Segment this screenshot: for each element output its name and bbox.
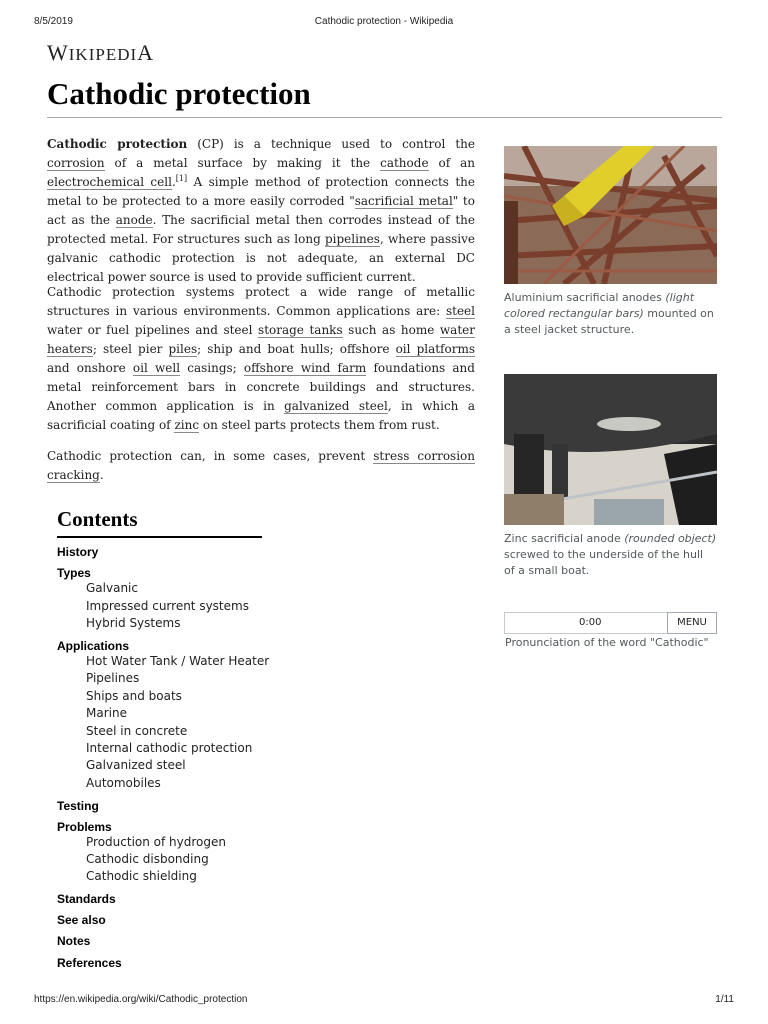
text-span: of an [428,156,475,170]
text-span: . [171,175,176,189]
link-zinc[interactable]: zinc [174,418,200,432]
toc-item[interactable]: Galvanic [86,581,138,595]
audio-time: 0:00 [579,617,602,628]
text-span: ; ship and boat hulls; offshore [197,342,396,356]
link-cathode[interactable]: cathode [380,156,429,170]
toc-item[interactable]: Problems [57,820,112,834]
audio-menu-button[interactable]: MENU [667,612,717,634]
toc-item[interactable]: Automobiles [86,776,161,790]
audio-caption: Pronunciation of the word "Cathodic" [505,636,709,649]
link-pipelines[interactable]: pipelines [324,232,380,246]
link-storage-tanks[interactable]: storage tanks [258,323,343,337]
text-span: A simple method of protection connects the metal to be protected to a more easily corroded " [47,175,475,208]
toc-item[interactable]: Galvanized steel [86,758,186,772]
title-divider [47,117,722,118]
caption-text: Zinc sacrificial anode [504,532,625,545]
print-url: https://en.wikipedia.org/wiki/Cathodic_protection [34,994,248,1005]
toc-item[interactable]: Pipelines [86,671,140,685]
toc-item[interactable]: Hybrid Systems [86,616,181,630]
text-span: ; steel pier [92,342,169,356]
aluminium-anodes-image[interactable] [504,146,717,284]
toc-item[interactable]: References [57,956,122,970]
print-footer [34,994,734,1008]
link-galvanized-steel[interactable]: galvanized steel [284,399,388,413]
aluminium-anodes-illustration [504,146,717,284]
figure-aluminium-anodes [504,146,717,338]
intro-paragraph-2 [47,283,475,435]
text-span: of a metal surface by making it the [104,156,381,170]
toc-item[interactable]: Internal cathodic protection [86,741,253,755]
link-anode[interactable]: anode [115,213,153,227]
wikipedia-wordmark[interactable] [47,40,154,66]
toc-title: Contents [57,507,262,538]
toc-item[interactable]: History [57,545,99,559]
wordmark-first: W [47,40,69,65]
text-span: such as home [342,323,440,337]
link-corrosion[interactable]: corrosion [47,156,105,170]
print-header [34,16,734,30]
caption-text: mounted on a steel jacket structure. [504,307,714,336]
toc-item[interactable]: Hot Water Tank / Water Heater [86,654,270,668]
figure-caption [504,290,717,338]
toc-item[interactable]: Types [57,566,91,580]
toc-item[interactable]: Testing [57,799,99,813]
page-number: 1/11 [715,994,734,1005]
toc-item[interactable]: Standards [57,892,116,906]
toc-item[interactable]: Notes [57,934,91,948]
text-span: . The sacrificial metal then corrodes instead of the protected metal. For structures such as long [47,213,476,246]
page-title: Cathodic protection [47,76,311,111]
wordmark-rest: IKIPEDI [68,45,138,64]
text-span: Cathodic protection systems protect a wide range of metallic structures in various environments. Common applications are: [47,285,475,318]
link-oil-platforms[interactable]: oil platforms [395,342,475,356]
audio-player[interactable] [504,612,717,634]
text-span: " to act as the [47,194,475,227]
toc-item[interactable]: Production of hydrogen [86,835,226,849]
text-span: . [99,468,104,482]
link-steel[interactable]: steel [445,304,475,318]
toc-item[interactable]: Cathodic disbonding [86,852,209,866]
text-span: water or fuel pipelines and steel [47,323,259,337]
toc-item[interactable]: Cathodic shielding [86,869,197,883]
text-span: and onshore [47,361,133,375]
link-offshore-wind-farm[interactable]: offshore wind farm [243,361,367,375]
reference-1[interactable]: [1] [175,174,188,183]
zinc-anode-illustration [504,374,717,525]
link-oil-well[interactable]: oil well [132,361,181,375]
text-span: , in which a sacrificial coating of [47,399,475,432]
caption-text: Aluminium sacrificial anodes [504,291,666,304]
toc-item[interactable]: Marine [86,706,127,720]
link-sacrificial-metal[interactable]: sacrificial metal [354,194,453,208]
intro-paragraph-3 [47,447,475,485]
print-date: 8/5/2019 [34,16,73,27]
link-piles[interactable]: piles [168,342,198,356]
toc-item[interactable]: See also [57,913,106,927]
text-span: foundations and metal reinforcement bars in concrete buildings and structures. Another common application is in [47,361,475,413]
text-span: (CP) is a technique used to control the [187,137,475,151]
caption-text: screwed to the underside of the hull of a small boat. [504,548,704,577]
figure-caption [504,531,717,579]
toc-item[interactable]: Impressed current systems [86,599,249,613]
text-span: , where passive galvanic cathodic protection is not adequate, an external DC electrical power source is used to provide sufficient current. [47,232,475,284]
text-span: casings; [180,361,244,375]
text-span: on steel parts protects them from rust. [199,418,440,432]
table-of-contents [57,507,357,970]
print-title: Cathodic protection - Wikipedia [314,16,454,27]
figure-zinc-anode [504,374,717,579]
toc-item[interactable]: Steel in concrete [86,724,188,738]
link-water-heaters[interactable]: water heaters [47,323,475,356]
toc-item[interactable]: Ships and boats [86,689,182,703]
zinc-anode-image[interactable] [504,374,717,525]
text-span: Cathodic protection can, in some cases, prevent [47,449,374,463]
wordmark-last: A [137,40,155,65]
intro-paragraph-1 [47,135,475,287]
toc-item[interactable]: Applications [57,639,130,653]
bold-term: Cathodic protection [47,137,188,151]
caption-italic: (rounded object) [624,532,717,545]
caption-italic: (light colored rectangular bars) [504,291,695,320]
link-stress-corrosion-cracking[interactable]: stress corrosion cracking [47,449,476,482]
link-electrochemical-cell[interactable]: electrochemical cell [47,175,172,189]
